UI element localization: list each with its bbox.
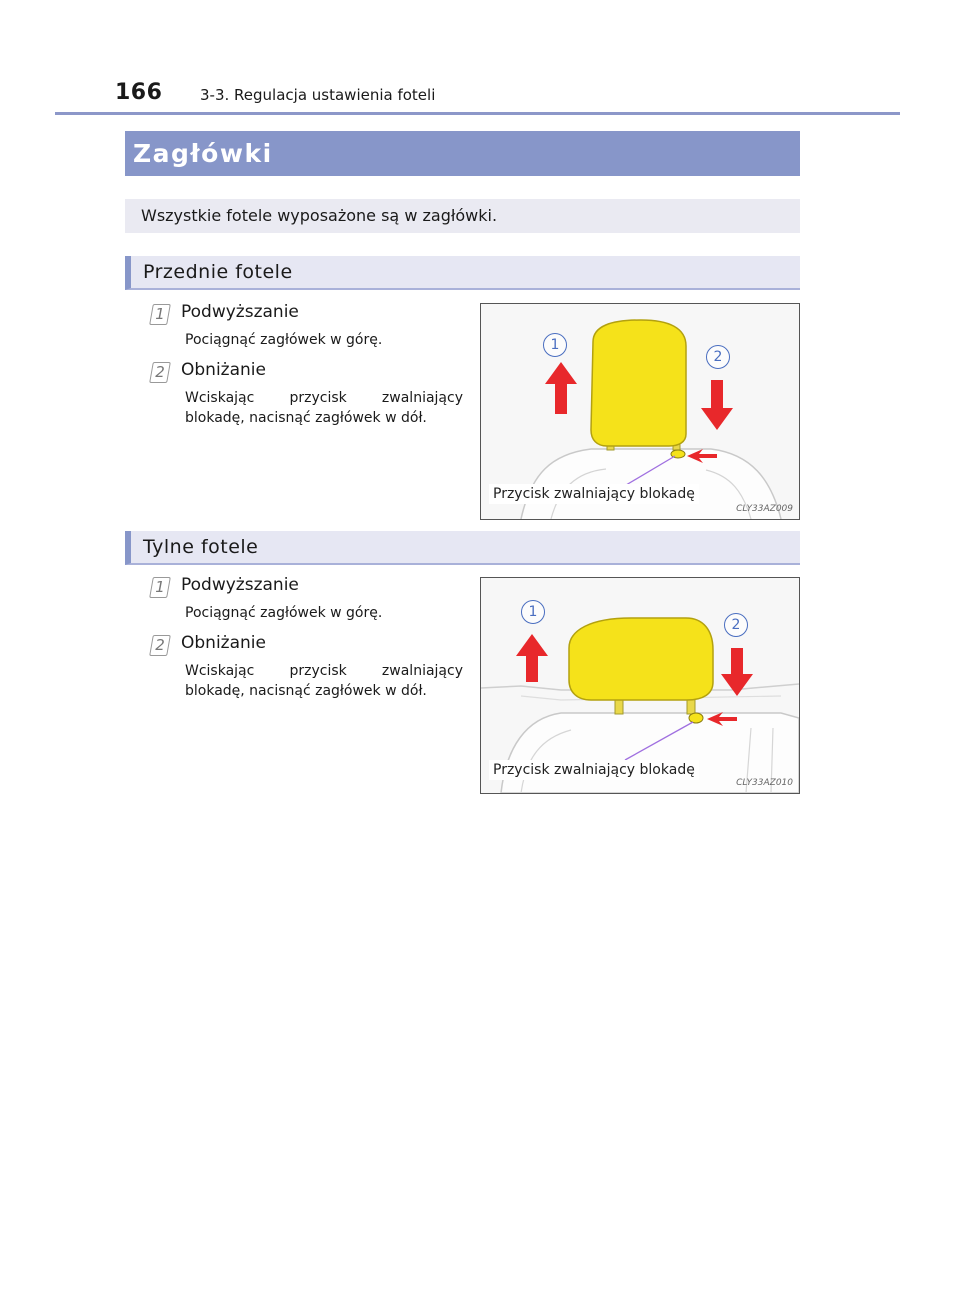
marker-lower: 2 <box>706 345 730 369</box>
release-button-callout: Przycisk zwalniający blokadę <box>489 484 699 504</box>
page-header <box>110 80 900 112</box>
figure-code: CLY33AZ010 <box>736 778 793 788</box>
marker-raise: 1 <box>521 600 545 624</box>
marker-raise: 1 <box>543 333 567 357</box>
page-number: 166 <box>115 80 163 105</box>
release-button-callout: Przycisk zwalniający blokadę <box>489 760 699 780</box>
intro-text: Wszystkie fotele wyposażone są w zagłówki. <box>125 199 800 233</box>
step-title: Podwyższanie <box>181 302 299 322</box>
chapter-title: 3-3. Regulacja ustawienia foteli <box>200 86 436 104</box>
step-description: Pociągnąć zagłówek w górę. <box>185 332 383 348</box>
marker-lower: 2 <box>724 613 748 637</box>
step-description: Wciskając przycisk zwalniający blokadę, nacisnąć zagłówek w dół. <box>185 390 463 426</box>
step-description: Wciskając przycisk zwalniający blokadę, nacisnąć zagłówek w dół. <box>185 663 463 699</box>
front-headrest-illustration <box>480 303 800 520</box>
step-title: Obniżanie <box>181 633 266 653</box>
figure-code: CLY33AZ009 <box>736 504 793 514</box>
page-title: Zagłówki <box>125 131 800 176</box>
section-heading-front-seats: Przednie fotele <box>125 256 800 290</box>
header-divider <box>55 112 900 115</box>
step-number-badge: 1 <box>150 304 170 324</box>
section-heading-rear-seats: Tylne fotele <box>125 531 800 565</box>
step-title: Obniżanie <box>181 360 266 380</box>
step-title: Podwyższanie <box>181 575 299 595</box>
step-number-badge: 2 <box>150 635 170 655</box>
rear-headrest-illustration <box>480 577 800 794</box>
step-description: Pociągnąć zagłówek w górę. <box>185 605 383 621</box>
step-number-badge: 2 <box>150 362 170 382</box>
step-number-badge: 1 <box>150 577 170 597</box>
